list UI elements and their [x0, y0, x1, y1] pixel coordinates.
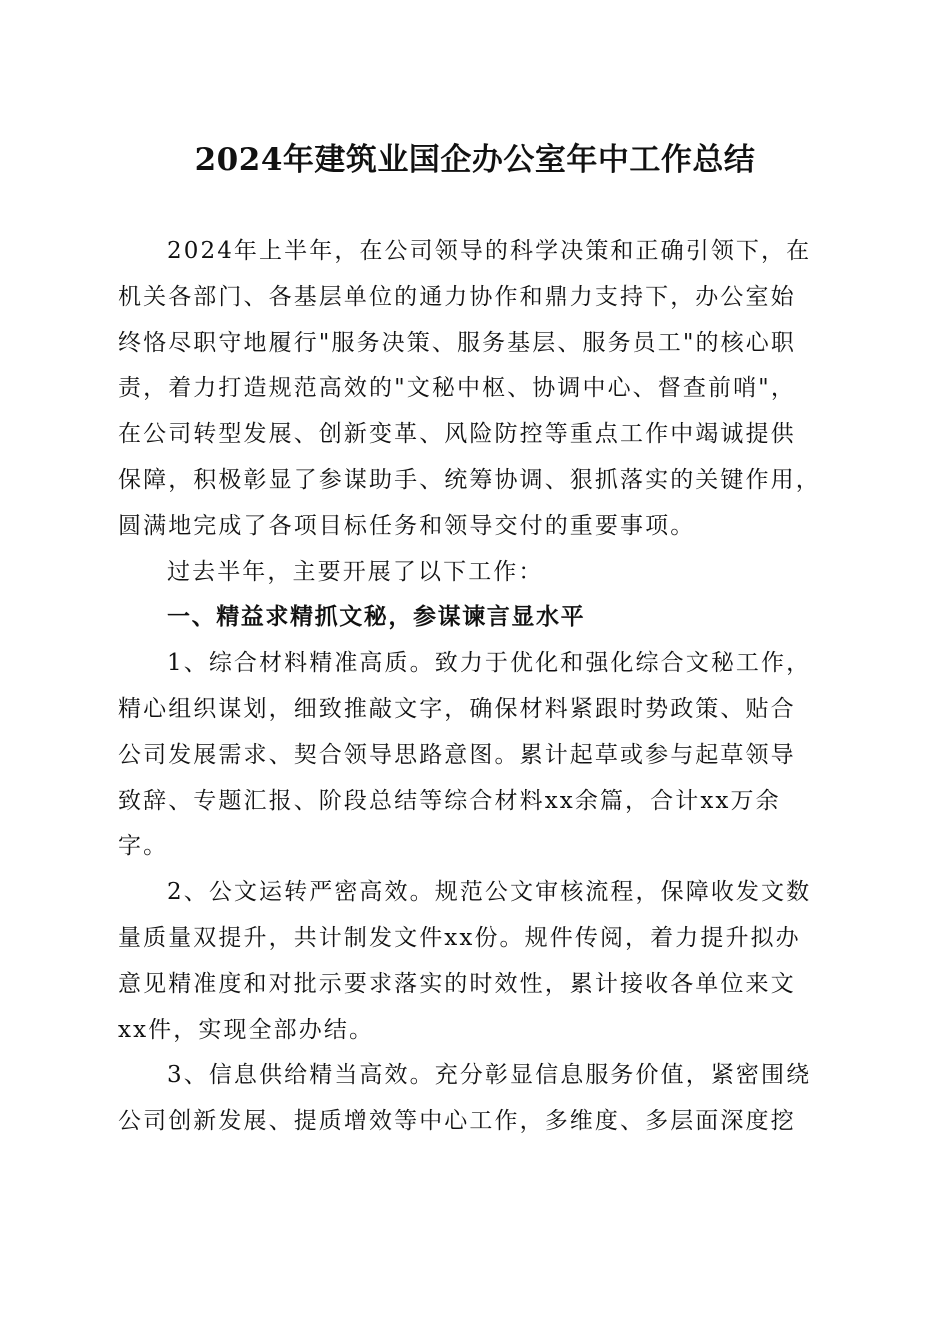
text-line: 保障，积极彰显了参谋助手、统筹协调、狠抓落实的关键作用， [118, 466, 821, 493]
text-line: 圆满地完成了各项目标任务和领导交付的重要事项。 [118, 512, 696, 539]
text-line: 机关各部门、各基层单位的通力协作和鼎力支持下，办公室始 [118, 283, 796, 310]
text-line: 公司创新发展、提质增效等中心工作，多维度、多层面深度挖 [118, 1108, 796, 1135]
text-line: 过去半年，主要开展了以下工作： [167, 558, 544, 585]
item-1-paragraph [118, 641, 833, 870]
section-heading-text: 一、精益求精抓文秘，参谋谏言显水平 [167, 604, 586, 631]
text-line: 2024年上半年，在公司领导的科学决策和正确引领下，在 [167, 238, 812, 264]
text-line: 2、公文运转严密高效。规范公文审核流程，保障收发文数 [167, 879, 812, 906]
document-body [118, 229, 833, 1145]
text-line: 在公司转型发展、创新变革、风险防控等重点工作中竭诚提供 [118, 421, 796, 448]
text-line: 量质量双提升，共计制发文件xx份。规件传阅，着力提升拟办 [118, 924, 801, 951]
item-2-paragraph [118, 870, 833, 1053]
text-line: 1、综合材料精准高质。致力于优化和强化综合文秘工作， [167, 650, 812, 677]
text-line: xx件，实现全部办结。 [118, 1016, 375, 1043]
text-line: 字。 [118, 833, 169, 860]
section-heading [118, 595, 833, 641]
text-line: 意见精准度和对批示要求落实的时效性，累计接收各单位来文 [118, 970, 796, 997]
document-title: 2024年建筑业国企办公室年中工作总结 [194, 142, 756, 178]
text-line: 终恪尽职守地履行"服务决策、服务基层、服务员工"的核心职 [118, 329, 796, 356]
text-line: 责，着力打造规范高效的"文秘中枢、协调中心、督查前哨"， [118, 375, 796, 402]
text-line: 精心组织谋划，细致推敲文字，确保材料紧跟时势政策、贴合 [118, 695, 796, 722]
item-3-paragraph [118, 1053, 833, 1145]
summary-paragraph [118, 550, 833, 596]
text-line: 公司发展需求、契合领导思路意图。累计起草或参与起草领导 [118, 741, 796, 768]
text-line: 致辞、专题汇报、阶段总结等综合材料xx余篇，合计xx万余 [118, 787, 781, 814]
text-line: 3、信息供给精当高效。充分彰显信息服务价值，紧密围绕 [167, 1062, 812, 1089]
intro-paragraph [118, 229, 833, 550]
